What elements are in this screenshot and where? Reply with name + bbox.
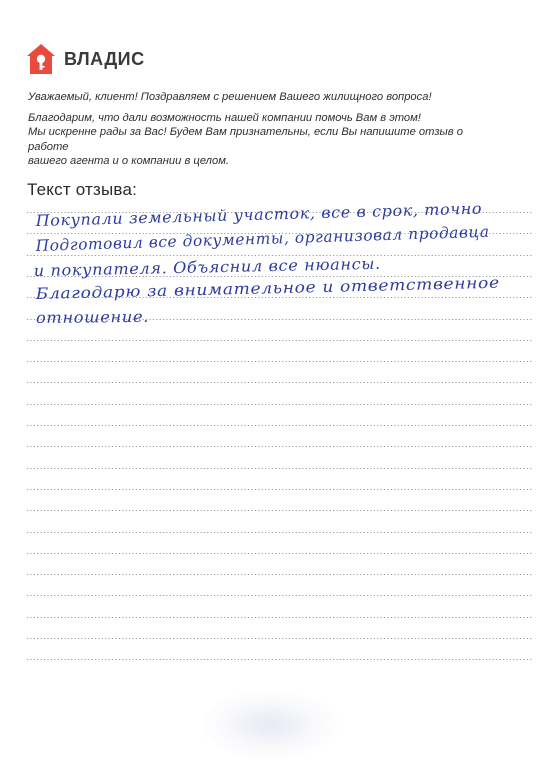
intro-request: Мы искренне рады за Вас! Будем Вам признательны, если Вы напишите отзыв о работе	[28, 126, 463, 153]
review-title: Текст отзыва:	[27, 180, 138, 199]
intro-greeting: Уважаемый, клиент! Поздравляем с решением Вашего жилищного вопроса!	[28, 91, 432, 103]
handwritten-line: Благодарю за внимательное и ответственное	[35, 273, 500, 303]
brand-name: ВЛАДИС	[64, 48, 145, 69]
dotted-rules	[27, 200, 533, 670]
scan-smudge	[200, 690, 340, 760]
handwritten-line: Покупали земельный участок, все в срок, точно	[35, 199, 483, 230]
handwritten-line: Подготовил все документы, организовал продавца	[35, 222, 490, 255]
intro-thanks: Благодарим, что дали возможность нашей компании помочь Вам в этом!	[28, 111, 421, 124]
house-key-icon	[26, 43, 56, 75]
brand-logo	[26, 42, 145, 76]
review-ruled-area	[27, 200, 533, 670]
handwritten-line: отношение.	[35, 307, 150, 327]
handwritten-line: и покупателя. Объяснил все нюансы.	[33, 254, 382, 280]
intro-text	[28, 90, 498, 169]
intro-request-end: вашего агента и о компании в целом.	[28, 155, 229, 168]
